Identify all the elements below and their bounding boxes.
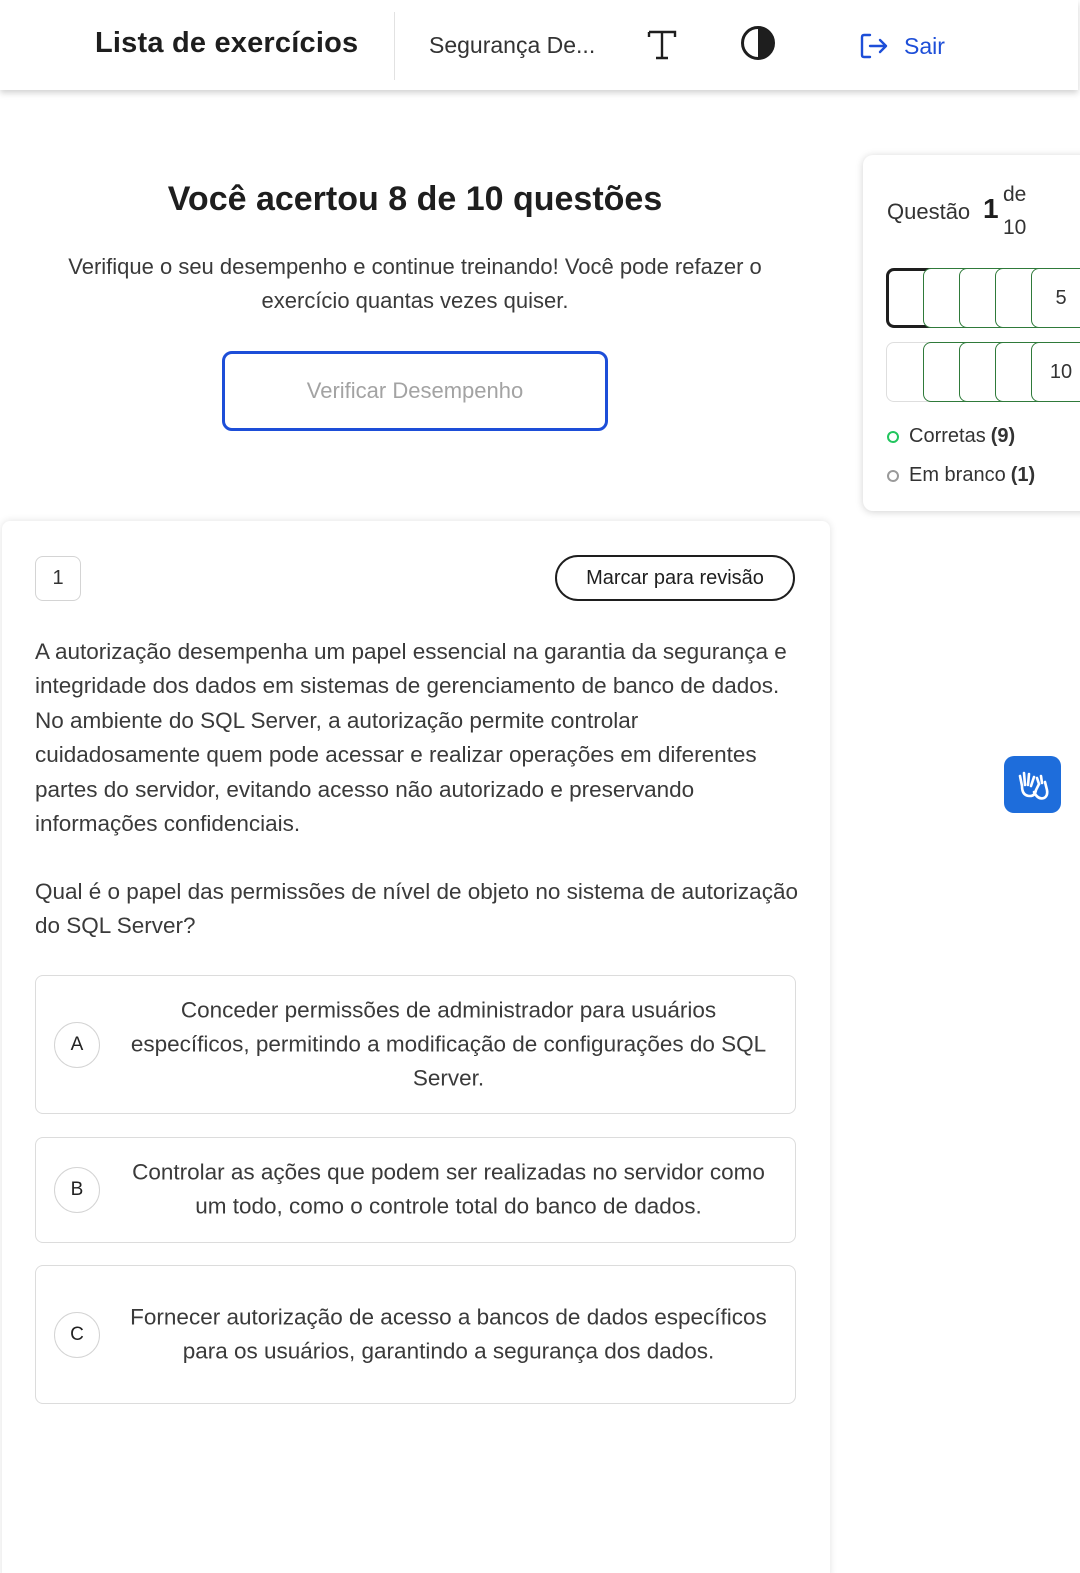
option-text: Fornecer autorização de acesso a bancos de dados específicos para os usuários, garantindo a segurança dos dados.	[130, 1304, 767, 1364]
legend-blank-label: Em branco	[909, 464, 1006, 486]
app-title: Lista de exercícios	[95, 27, 359, 59]
question-ask: Qual é o papel das permissões de nível de objeto no sistema de autorização do SQL Server?	[35, 879, 798, 939]
option-b[interactable]	[35, 1137, 796, 1243]
legend-blank-count: (1)	[1010, 464, 1036, 486]
navigator-current: 1	[983, 193, 999, 224]
sign-language-icon	[1014, 766, 1052, 804]
navigator-de: de	[1003, 183, 1027, 206]
logout-label: Sair	[904, 32, 945, 59]
navigator-label: Questão	[887, 199, 971, 224]
option-c[interactable]	[35, 1265, 796, 1404]
logout-icon	[858, 30, 890, 62]
legend-blank	[887, 464, 1035, 487]
question-navigator	[863, 155, 1080, 511]
question-card	[2, 521, 830, 1573]
correct-dot-icon	[887, 431, 899, 443]
course-name[interactable]: Segurança De...	[429, 32, 596, 58]
question-number: 1	[35, 556, 81, 601]
verify-performance-button[interactable]: Verificar Desempenho	[222, 351, 608, 431]
question-nav-button-10[interactable]: 10	[1031, 342, 1080, 402]
logout-button[interactable]	[858, 28, 945, 64]
option-letter: A	[54, 1022, 100, 1068]
legend-correct-count: (9)	[990, 425, 1016, 447]
question-nav-button-5[interactable]: 5	[1031, 268, 1080, 328]
option-text: Controlar as ações que podem ser realizadas no servidor como um todo, como o controle total do banco de dados.	[132, 1159, 765, 1219]
option-a[interactable]	[35, 975, 796, 1114]
navigator-total: 10	[1003, 216, 1027, 239]
blank-dot-icon	[887, 470, 899, 482]
header-divider	[394, 12, 395, 80]
option-letter: B	[54, 1167, 100, 1213]
top-header	[0, 0, 1078, 90]
legend-correct	[887, 425, 1015, 448]
mark-for-review-button[interactable]: Marcar para revisão	[555, 555, 795, 601]
font-size-icon[interactable]	[646, 24, 678, 64]
result-title: Você acertou 8 de 10 questões	[167, 180, 663, 218]
result-subtitle: Verifique o seu desempenho e continue treinando! Você pode refazer o exercício quantas vezes quiser.	[68, 254, 762, 313]
question-statement: A autorização desempenha um papel essencial na garantia da segurança e integridade dos dados em sistemas de gerenciamento de banco de dados. No ambiente do SQL Server, a autorização permite controlar cuidadosamente quem pode acessar e realizar operações em diferentes partes do servidor, evitando acesso não autorizado e preservando informações confidenciais.	[35, 639, 787, 837]
option-letter: C	[54, 1312, 100, 1358]
sign-language-button[interactable]	[1004, 756, 1061, 813]
option-text: Conceder permissões de administrador para usuários específicos, permitindo a modificação de configurações do SQL Server.	[130, 996, 767, 1091]
legend-correct-label: Corretas	[909, 425, 986, 447]
contrast-icon[interactable]	[740, 25, 776, 61]
